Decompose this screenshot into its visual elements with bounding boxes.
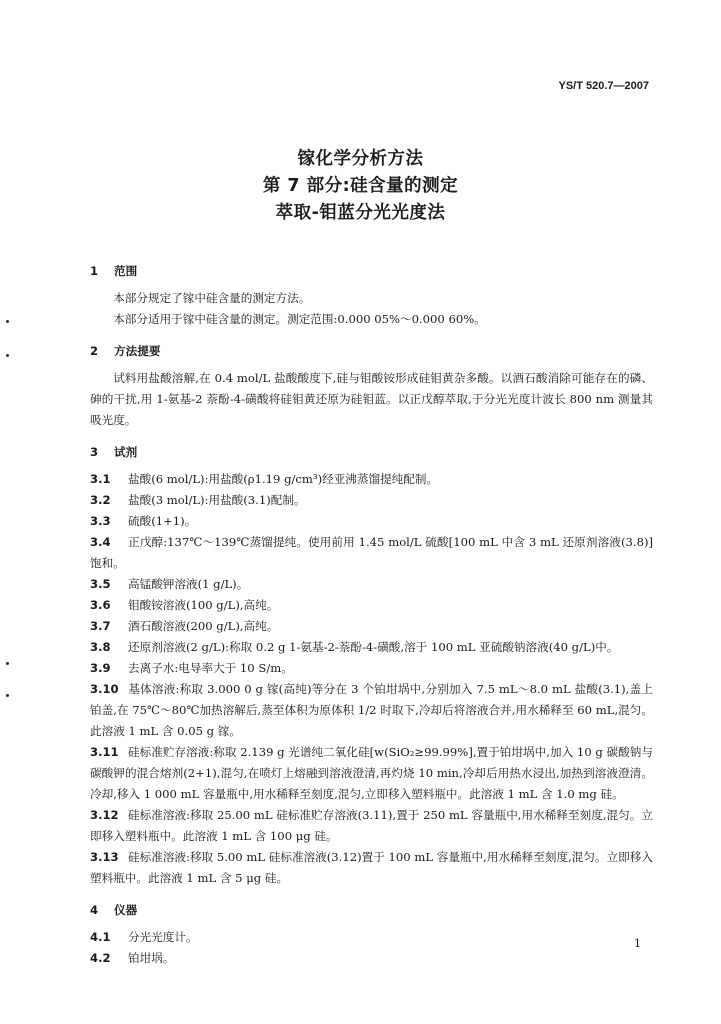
item-number: 3.9: [90, 661, 111, 675]
title-line-3: 萃取-钼蓝分光光度法: [275, 203, 446, 223]
section-number: 3: [90, 445, 99, 459]
item-number: 4.1: [90, 930, 111, 944]
item-text: 高锰酸钾溶液(1 g/L)。: [128, 577, 249, 591]
item-text: 硅标准贮存溶液:称取 2.139 g 光谱纯二氧化硅[w(SiO₂≥99.99%],置于铂坩埚中,加入 10 g 碳酸钠与碳酸钾的混合熔剂(2+1),混匀,在喷灯上熔融到溶液澄清,再灼烧 10 min,冷却后用热水浸出,加热到溶液澄清。冷却,移入 1 000 mL 容量瓶中,用水稀释至刻度,混匀,立即移入塑料瓶中。此溶液 1 mL 含 1.0 mg 硅。: [90, 745, 653, 801]
item-text: 还原剂溶液(2 g/L):称取 0.2 g 1-氨基-2-萘酚-4-磺酸,溶于 100 mL 亚硫酸钠溶液(40 g/L)中。: [128, 640, 619, 654]
scan-speck: [6, 694, 9, 697]
section-number: 1: [90, 264, 99, 278]
list-item: [90, 847, 653, 889]
section-number: 2: [90, 344, 99, 358]
section-title: 范围: [114, 264, 138, 278]
item-number: 3.6: [90, 598, 111, 612]
section-heading: [90, 899, 653, 921]
section-heading: [90, 260, 653, 282]
item-text: 基体溶液:称取 3.000 0 g 镓(高纯)等分在 3 个铂坩埚中,分别加入 7.5 mL～8.0 mL 盐酸(3.1),盖上铂盖,在 75℃～80℃加热溶解后,蒸至体积为原体积 1/2 时取下,冷却后将溶液合并,用水稀释至 60 mL,混匀。此溶液 1 mL 含 0.05 g 镓。: [90, 682, 653, 738]
list-item: [90, 658, 653, 679]
section-scope: [90, 260, 653, 330]
item-text: 硅标准溶液:移取 5.00 mL 硅标准溶液(3.12)置于 100 mL 容量瓶中,用水稀释至刻度,混匀。立即移入塑料瓶中。此溶液 1 mL 含 5 μg 硅。: [90, 850, 653, 885]
list-item: [90, 637, 653, 658]
item-text: 盐酸(3 mol/L):用盐酸(3.1)配制。: [128, 493, 306, 507]
document-title: [0, 146, 721, 227]
section-method: [90, 340, 653, 431]
item-number: 3.7: [90, 619, 111, 633]
item-text: 铂坩埚。: [128, 951, 175, 965]
item-text: 硅标准溶液:移取 25.00 mL 硅标准贮存溶液(3.11),置于 250 mL 容量瓶中,用水稀释至刻度,混匀。立即移入塑料瓶中。此溶液 1 mL 含 100 μg 硅。: [90, 808, 653, 843]
list-item: [90, 927, 653, 948]
list-item: [90, 511, 653, 532]
section-title: 试剂: [114, 445, 138, 459]
list-item: [90, 805, 653, 847]
section-title: 方法提要: [114, 344, 161, 358]
item-number: 3.8: [90, 640, 111, 654]
list-item: [90, 595, 653, 616]
paragraph: 试料用盐酸溶解,在 0.4 mol/L 盐酸酸度下,硅与钼酸铵形成硅钼黄杂多酸。以酒石酸消除可能存在的磷、砷的干扰,用 1-氨基-2 萘酚-4-磺酸将硅钼黄还原为硅钼蓝。以正戊醇萃取,于分光光度计波长 800 nm 测量其吸光度。: [90, 371, 653, 427]
item-number: 3.12: [90, 808, 119, 822]
item-text: 酒石酸溶液(200 g/L),高纯。: [128, 619, 279, 633]
paragraph: 本部分适用于镓中硅含量的测定。测定范围:0.000 05%～0.000 60%。: [113, 312, 486, 326]
section-reagents: [90, 441, 653, 889]
item-number: 3.1: [90, 472, 111, 486]
section-title: 仪器: [114, 903, 138, 917]
list-item: [90, 616, 653, 637]
item-number: 3.5: [90, 577, 111, 591]
section-heading: [90, 340, 653, 362]
section-number: 4: [90, 903, 99, 917]
item-number: 3.4: [90, 535, 111, 549]
item-text: 硫酸(1+1)。: [128, 514, 197, 528]
item-number: 3.3: [90, 514, 111, 528]
list-item: [90, 574, 653, 595]
page-number: 1: [634, 937, 641, 950]
item-text: 正戊醇:137℃～139℃蒸馏提纯。使用前用 1.45 mol/L 硫酸[100 mL 中含 3 mL 还原剂溶液(3.8)]饱和。: [90, 535, 653, 570]
list-item: [90, 532, 653, 574]
list-item: [90, 679, 653, 742]
scan-speck: [6, 320, 9, 323]
document-code: YS/T 520.7—2007: [558, 80, 649, 92]
title-line-2: 第 7 部分:硅含量的测定: [262, 176, 459, 196]
list-item: [90, 490, 653, 511]
list-item: [90, 742, 653, 805]
item-text: 分光光度计。: [128, 930, 198, 944]
item-number: 4.2: [90, 951, 111, 965]
list-item: [90, 469, 653, 490]
item-text: 盐酸(6 mol/L):用盐酸(ρ1.19 g/cm³)经亚沸蒸馏提纯配制。: [128, 472, 439, 486]
list-item: [90, 948, 653, 969]
section-heading: [90, 441, 653, 463]
paragraph: 本部分规定了镓中硅含量的测定方法。: [113, 291, 311, 305]
section-instruments: [90, 899, 653, 969]
item-number: 3.11: [90, 745, 119, 759]
title-line-1: 镓化学分析方法: [297, 149, 424, 169]
document-body: [90, 260, 653, 979]
item-number: 3.2: [90, 493, 111, 507]
scan-speck: [6, 662, 9, 665]
scan-speck: [6, 354, 9, 357]
item-text: 去离子水:电导率大于 10 S/m。: [128, 661, 293, 675]
item-text: 钼酸铵溶液(100 g/L),高纯。: [128, 598, 279, 612]
item-number: 3.13: [90, 850, 119, 864]
item-number: 3.10: [90, 682, 119, 696]
